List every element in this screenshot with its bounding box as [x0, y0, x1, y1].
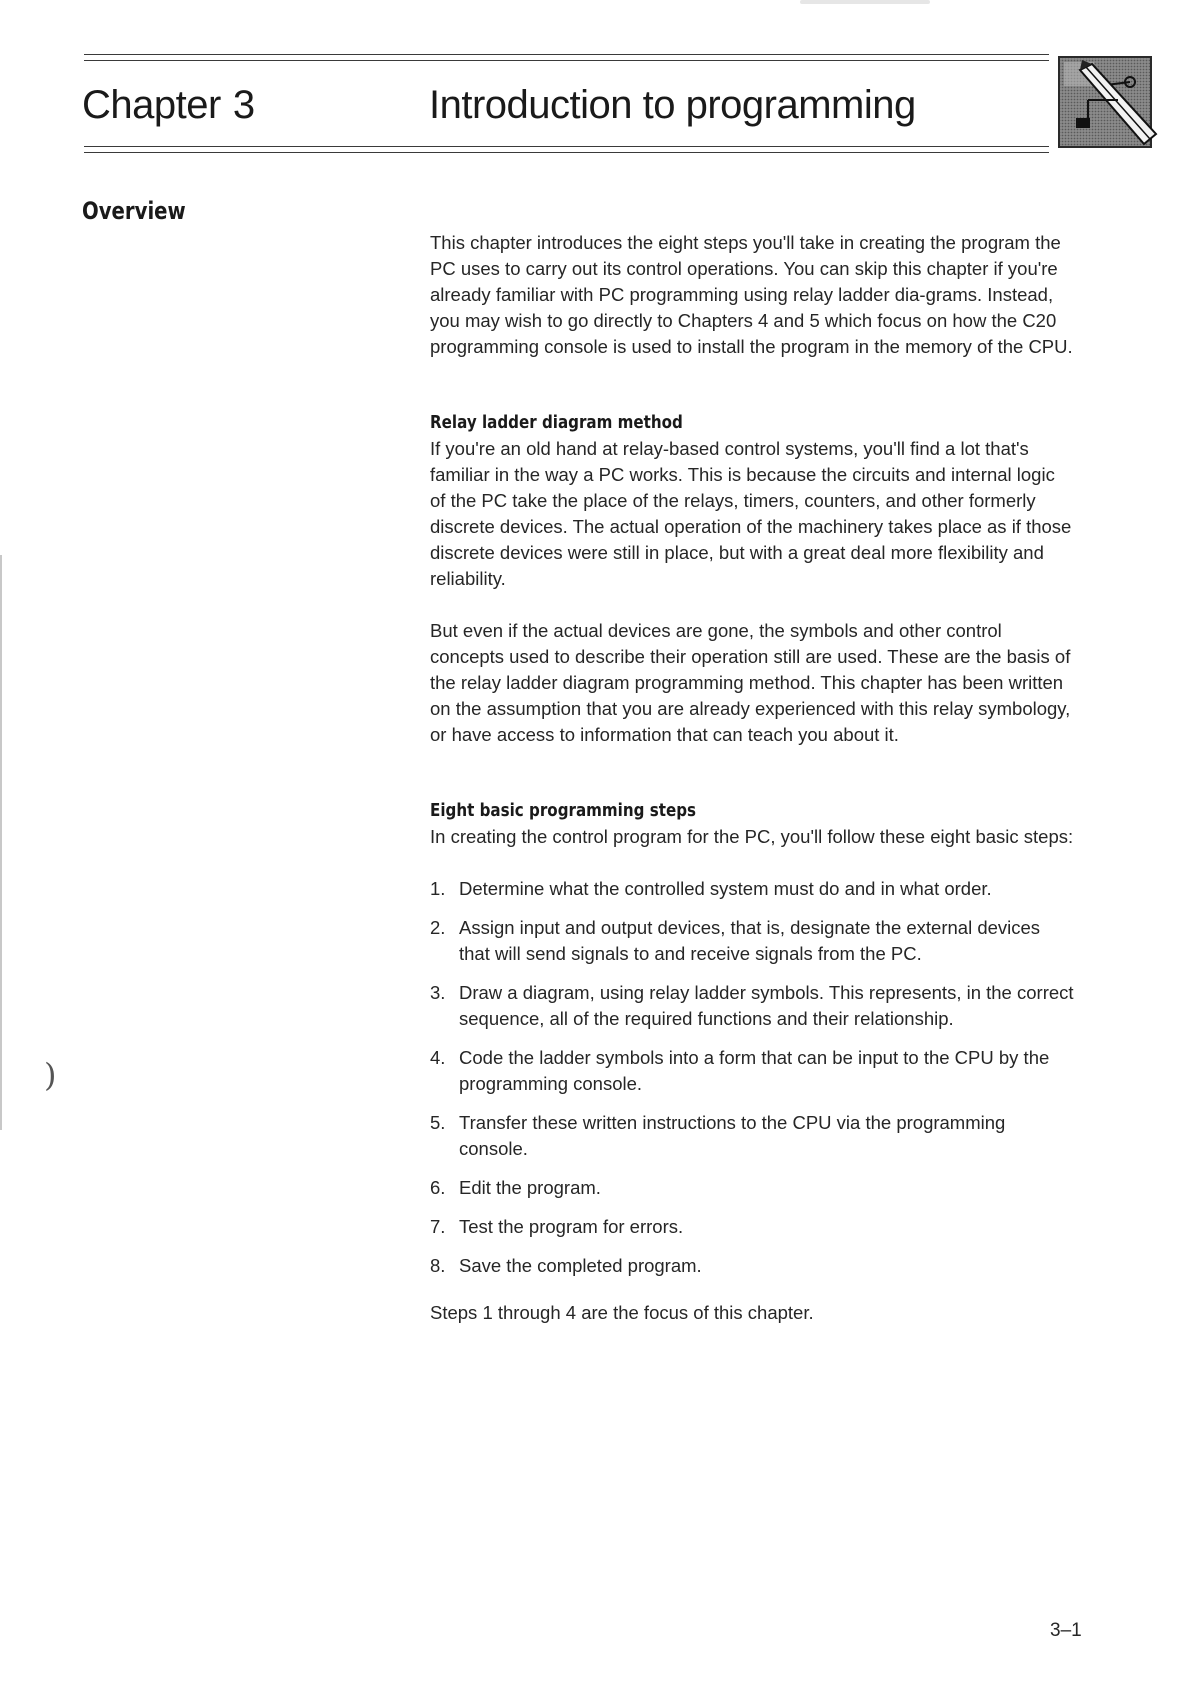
steps-closing: Steps 1 through 4 are the focus of this chapter.: [430, 1302, 814, 1323]
scan-edge-line: [0, 555, 2, 1130]
step-item: 5. Transfer these written instructions to the CPU via the programming console.: [430, 1112, 1006, 1159]
relay-ladder-heading: Relay ladder diagram method: [430, 412, 683, 433]
steps-intro: In creating the control program for the PC, you'll follow these eight basic steps:: [430, 826, 1074, 847]
header-top-rule-thin: [84, 60, 1049, 61]
overview-heading: Overview: [82, 197, 186, 225]
pencil-writing-icon: [1058, 56, 1158, 152]
page-number: 3–1: [1050, 1620, 1082, 1641]
step-item: 4. Code the ladder symbols into a form that can be input to the CPU by the programming console.: [430, 1047, 1050, 1094]
eight-steps-heading: Eight basic programming steps: [430, 800, 697, 821]
chapter-title: Introduction to programming: [429, 83, 916, 127]
spacer: [430, 748, 1075, 798]
step-item: 3. Draw a diagram, using relay ladder symbols. This represents, in the correct sequence, all of the required functions and their relationship.: [430, 982, 1074, 1029]
spacer: [430, 850, 1075, 876]
scan-smudge: [800, 0, 930, 4]
margin-mark: ): [44, 1056, 57, 1094]
intro-paragraph: This chapter introduces the eight steps you'll take in creating the program the PC uses to carry out its control operations. You can skip this chapter if you're already familiar with PC programming using relay ladder dia-grams. Instead, you may wish to go directly to Chapters 4 and 5 which focus on how the C20 programming console is used to install the program in the memory of the CPU.: [430, 232, 1073, 357]
chapter-number: 3: [232, 83, 255, 127]
header-bottom-rule: [84, 152, 1049, 153]
step-item: 6. Edit the program.: [430, 1177, 601, 1198]
header-top-rule: [84, 54, 1049, 55]
header-bottom-rule-thin: [84, 146, 1049, 147]
step-item: 8. Save the completed program.: [430, 1255, 702, 1276]
spacer: [430, 1292, 1075, 1300]
step-item: 7. Test the program for errors.: [430, 1216, 684, 1237]
steps-list: [430, 876, 1075, 1279]
chapter-word: Chapter: [82, 83, 221, 127]
chapter-label: [82, 80, 255, 130]
spacer: [430, 592, 1075, 618]
relay-paragraph-2: But even if the actual devices are gone, the symbols and other control concepts used to describe their operation still are used. These are the basis of the relay ladder diagram programming method. This chapter has been written on the assumption that you are already experienced with this relay symbology, or have access to information that can teach you about it.: [430, 620, 1071, 745]
step-item: 2. Assign input and output devices, that is, designate the external devices that will send signals to and receive signals from the PC.: [430, 917, 1041, 964]
spacer: [430, 360, 1075, 410]
step-item: 1. Determine what the controlled system must do and in what order.: [430, 878, 992, 899]
relay-paragraph-1: If you're an old hand at relay-based control systems, you'll find a lot that's familiar in the way a PC works. This is because the circuits and internal logic of the PC take the place of the relays, timers, counters, and other formerly discrete devices. The actual operation of the machinery takes place as if those discrete devices were still in place, but with a great deal more flexibility and reliability.: [430, 438, 1072, 589]
main-content: [430, 230, 1075, 1326]
